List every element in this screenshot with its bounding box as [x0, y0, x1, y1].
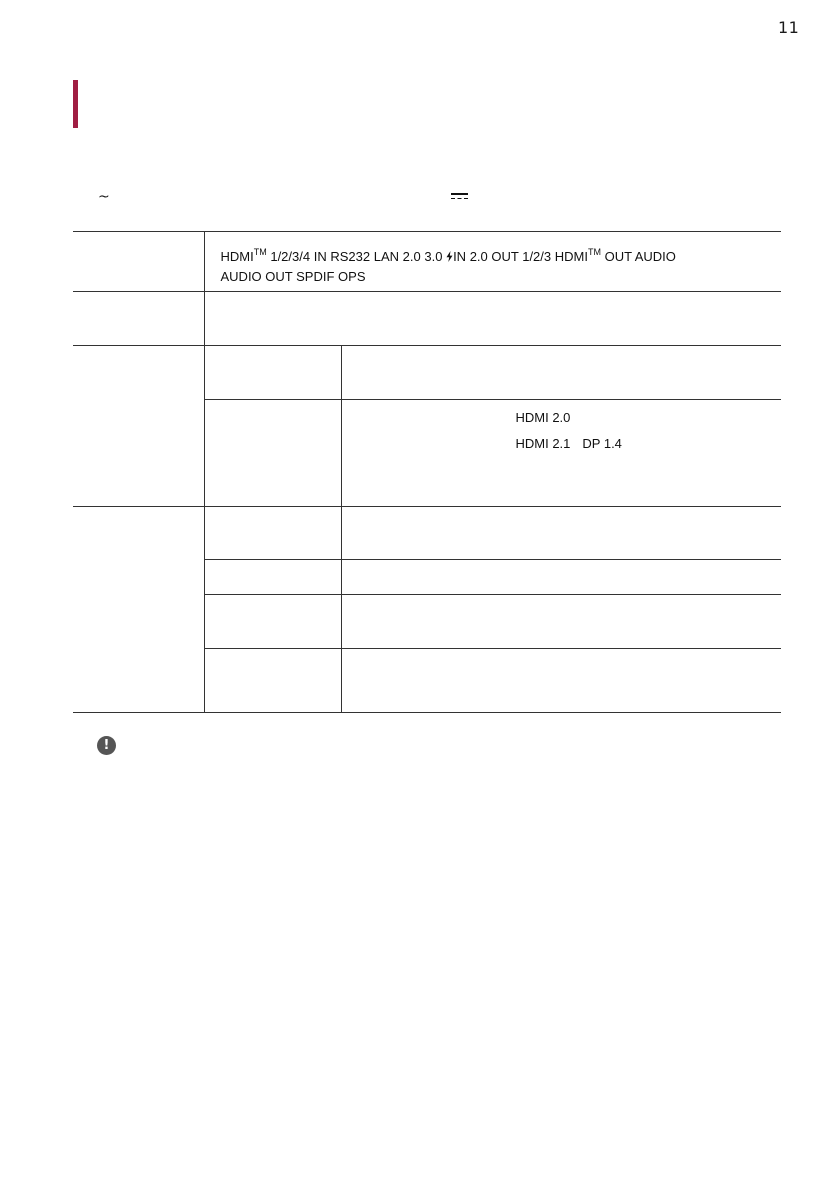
- port-audio-out: AUDIO OUT: [220, 269, 293, 284]
- port-lan: LAN: [373, 249, 400, 264]
- row-label-ports: [73, 232, 204, 292]
- label-dp14: DP 1.4: [582, 436, 622, 451]
- ac-power-icon: ~: [98, 189, 110, 205]
- label-hdmi20: HDMI 2.0: [515, 410, 571, 425]
- lightning-icon: [446, 251, 453, 262]
- port-usb20-out: 2.0: [469, 249, 488, 264]
- spec-table: [73, 231, 781, 713]
- exclamation-icon: !: [97, 736, 116, 755]
- port-usb30: 3.0: [424, 249, 443, 264]
- port-bolt-in: IN: [453, 249, 467, 264]
- table-row: [73, 346, 781, 400]
- port-hdmi-numbers: 1/2/3/4: [270, 249, 311, 264]
- port-out-numbers: OUT 1/2/3: [491, 249, 552, 264]
- table-row: [73, 507, 781, 560]
- port-in: IN: [313, 249, 327, 264]
- table-row: [73, 292, 781, 346]
- port-hdmi-out: HDMI: [554, 249, 588, 264]
- ports-cell: [204, 232, 781, 292]
- port-out: OUT: [604, 249, 632, 264]
- page-number: 11: [778, 18, 800, 37]
- section-title-bar: [73, 80, 78, 128]
- label-hdmi21: HDMI 2.1: [515, 436, 571, 451]
- trademark: TM: [253, 247, 267, 257]
- table-row-ports: [73, 232, 781, 292]
- port-rs232: RS232: [330, 249, 371, 264]
- dc-power-icon: [451, 192, 468, 202]
- port-ops: OPS: [338, 269, 366, 284]
- port-hdmi: HDMI: [220, 249, 254, 264]
- port-usb20: 2.0: [402, 249, 421, 264]
- trademark: TM: [587, 247, 601, 257]
- resolution-cell: [341, 400, 781, 507]
- port-spdif: SPDIF: [296, 269, 335, 284]
- port-audio: AUDIO: [634, 249, 676, 264]
